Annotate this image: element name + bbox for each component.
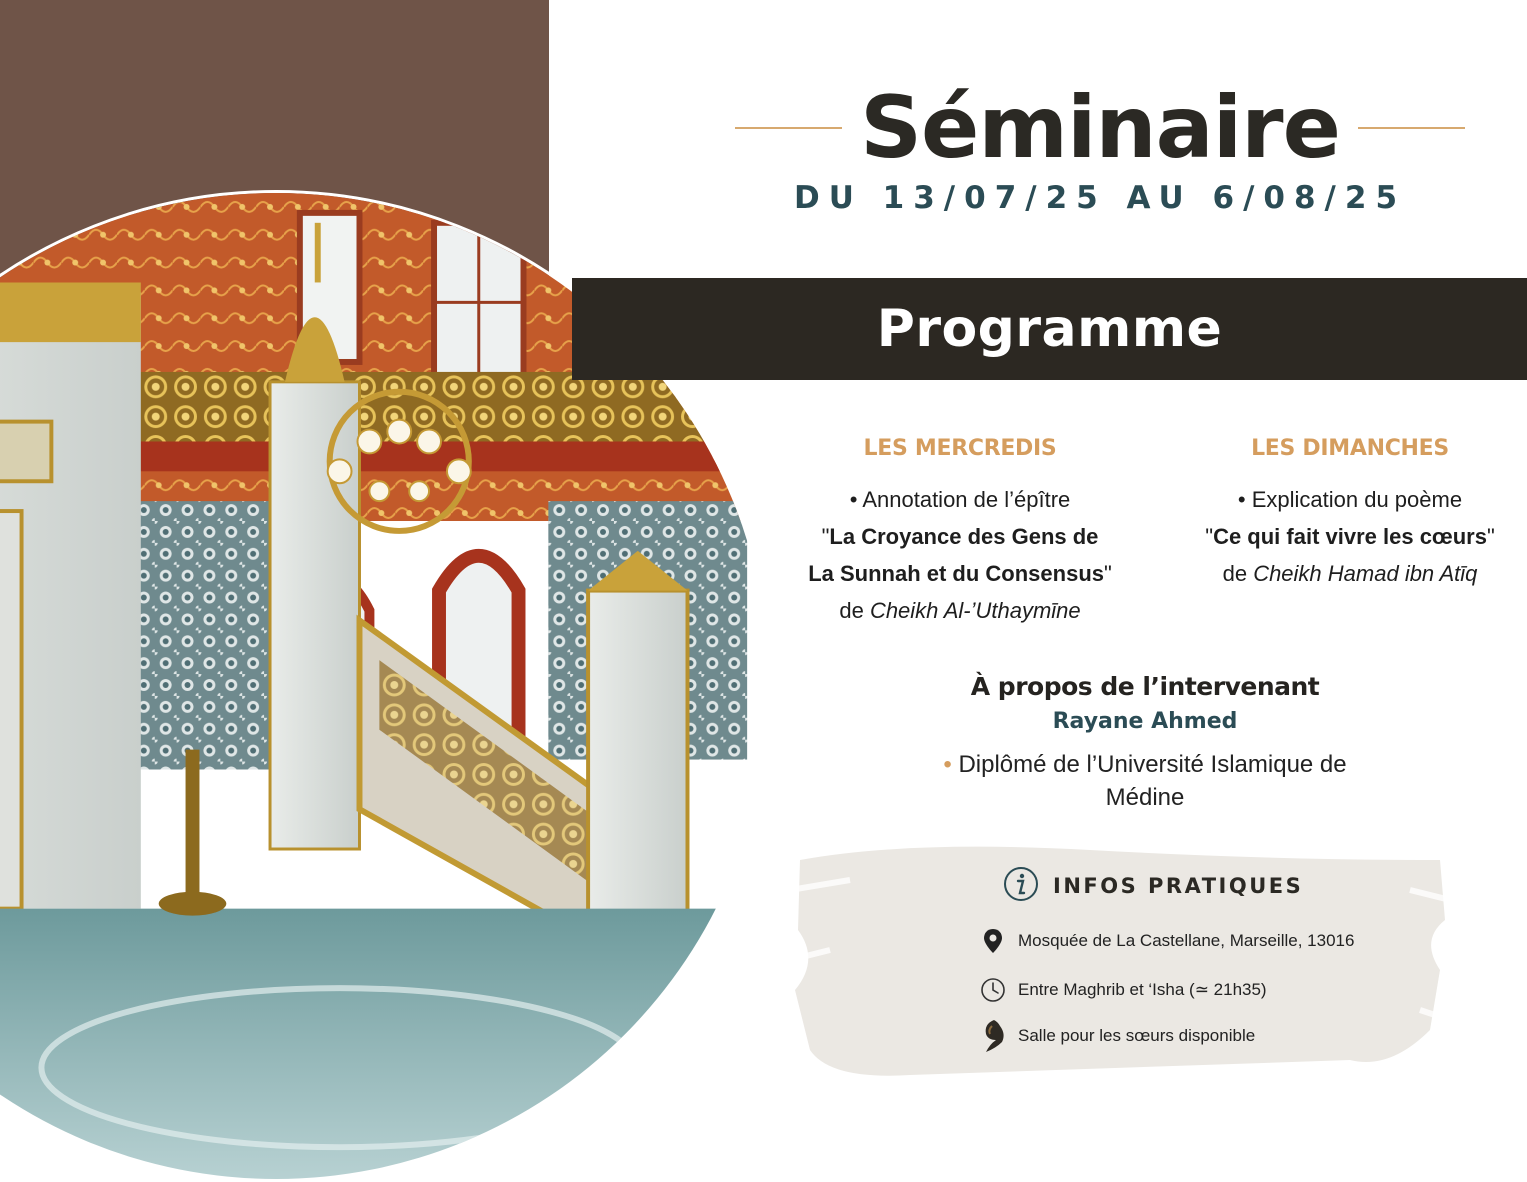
mercredis-book-line2	[770, 555, 1150, 592]
info-circle-icon	[1003, 866, 1039, 906]
quote-close: "	[1104, 561, 1112, 586]
book-title-part1: La Croyance des Gens de	[829, 524, 1099, 549]
author-prefix: de	[1222, 561, 1254, 586]
bullet-dot: •	[943, 751, 952, 778]
book-title: Ce qui fait vivre les cœurs	[1213, 524, 1487, 549]
author-name: Cheikh Hamad ibn Atīq	[1253, 561, 1478, 586]
seminar-dates: DU 13/07/25 AU 6/08/25	[793, 180, 1407, 216]
dimanches-heading: LES DIMANCHES	[1251, 436, 1449, 461]
infos-header	[1003, 866, 1303, 906]
dimanches-author-line	[1160, 555, 1527, 592]
info-location-text: Mosquée de La Castellane, Marseille, 13016	[1018, 931, 1355, 950]
info-time-text: Entre Maghrib et ‘Isha (≃ 21h35)	[1018, 980, 1267, 999]
mercredis-book-line1	[770, 518, 1150, 555]
clock-icon	[978, 975, 1008, 1005]
programme-heading: Programme	[876, 299, 1223, 359]
page-title: Séminaire	[860, 78, 1340, 178]
author-prefix: de	[839, 598, 870, 623]
mercredis-heading: LES MERCREDIS	[863, 436, 1057, 461]
mercredis-column	[770, 430, 1150, 629]
info-location	[978, 926, 1354, 956]
dimanches-column	[1160, 430, 1527, 592]
mercredis-author-line	[770, 592, 1150, 629]
mercredis-line1: • Annotation de l’épître	[849, 487, 1071, 512]
dimanches-book-line	[1160, 518, 1527, 555]
dimanches-line1: • Explication du poème	[1237, 487, 1463, 512]
speaker-desc-line1: Diplômé de l’Université Islamique de	[958, 751, 1347, 778]
about-speaker	[880, 672, 1410, 814]
info-sisters-text: Salle pour les sœurs disponible	[1018, 1026, 1256, 1045]
infos-title: INFOS PRATIQUES	[1053, 874, 1304, 898]
programme-band	[572, 278, 1527, 380]
author-name: Cheikh Al-’Uthaymīne	[869, 598, 1081, 623]
title-left-rule	[735, 127, 842, 129]
quote-close: "	[1486, 524, 1495, 549]
location-pin-icon	[978, 926, 1008, 956]
about-title: À propos de l’intervenant	[970, 672, 1320, 701]
info-sisters	[978, 1021, 1255, 1051]
book-title-part2: La Sunnah et du Consensus	[808, 561, 1104, 586]
speaker-desc-line2: Médine	[1105, 784, 1185, 811]
speaker-description	[880, 748, 1410, 814]
info-time	[978, 975, 1267, 1005]
quote-open: "	[1205, 524, 1214, 549]
quote-open: "	[821, 524, 830, 549]
title-row	[735, 68, 1465, 188]
sisters-icon	[978, 1021, 1008, 1051]
speaker-name: Rayane Ahmed	[1052, 709, 1238, 734]
title-right-rule	[1358, 127, 1465, 129]
